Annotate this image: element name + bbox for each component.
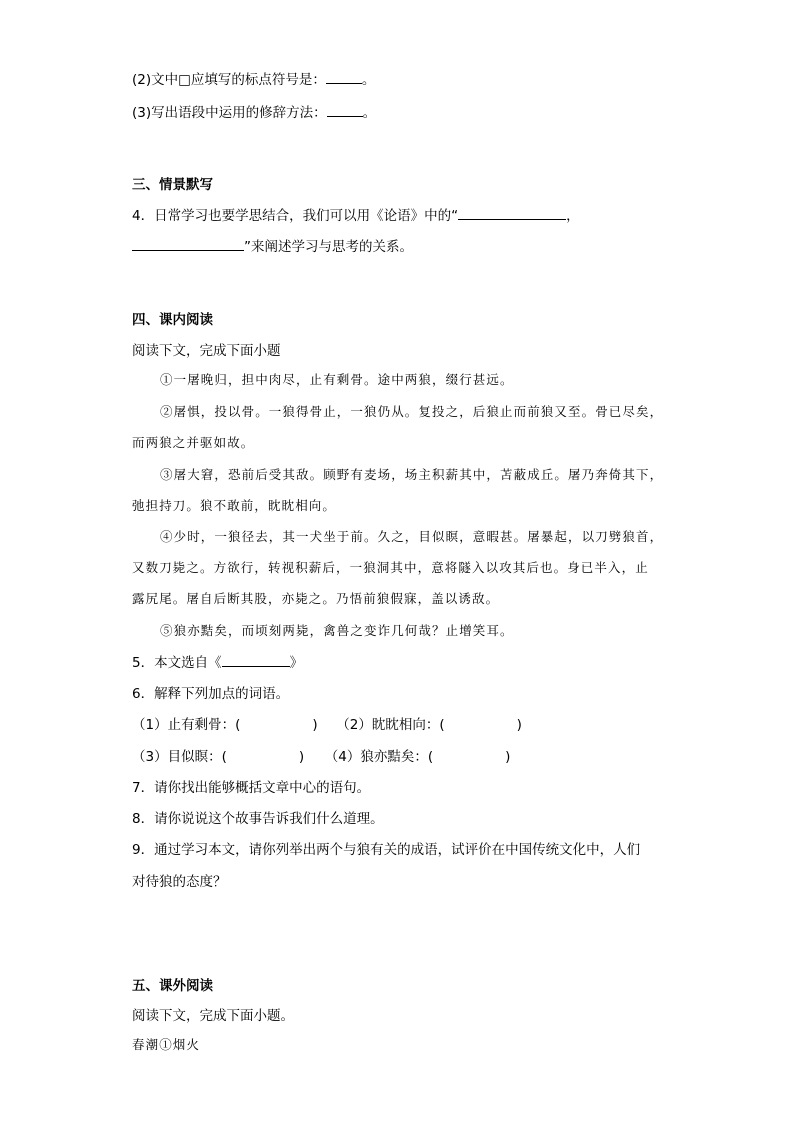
passage-paragraph-5: ⑤狼亦黠矣，而顷刻两毙，禽兽之变诈几何哉？止增笑耳。 (160, 623, 514, 638)
section-4-title: 四、课内阅读 (132, 312, 213, 328)
q6-item-2-end: ) (516, 717, 522, 733)
answer-blank[interactable] (327, 103, 363, 117)
passage-paragraph-3-line-1: ③屠大窘，恐前后受其敌。顾野有麦场，场主积薪其中，苫蔽成丘。屠乃奔倚其下， (160, 467, 664, 482)
q6-item-2: （2）眈眈相向：( (336, 717, 445, 733)
question-2-text: (2)文中□应填写的标点符号是： (132, 72, 326, 88)
passage-paragraph-1: ①一屠晚归，担中肉尽，止有剩骨。途中两狼，缀行甚远。 (160, 372, 514, 387)
question-5-line (132, 651, 303, 671)
passage-title: 春潮①烟火 (132, 1037, 201, 1052)
question-6-line: 6．解释下列加点的词语。 (132, 686, 290, 702)
answer-blank[interactable] (326, 70, 362, 84)
q6-item-4-end: ) (505, 749, 511, 765)
question-4-comma: ， (566, 208, 580, 224)
q6-item-1: （1）止有剩骨：( (132, 717, 241, 733)
answer-blank[interactable] (222, 653, 290, 667)
question-3-end: 。 (362, 105, 377, 121)
question-4-line-1 (132, 204, 580, 224)
question-4-line-2 (132, 235, 413, 255)
question-4-text: 4．日常学习也要学思结合，我们可以用《论语》中的“ (132, 208, 459, 224)
question-2-end: 。 (361, 72, 376, 88)
question-5-end: 》 (289, 655, 304, 671)
answer-blank[interactable] (458, 206, 566, 220)
passage-paragraph-4-line-1: ④少时，一狼径去，其一犬坐于前。久之，目似瞑，意暇甚。屠暴起，以刀劈狼首， (160, 529, 664, 544)
passage-paragraph-2-line-1: ②屠惧，投以骨。一狼得骨止，一狼仍从。复投之，后狼止而前狼又至。骨已尽矣， (160, 404, 664, 419)
question-3-text: (3)写出语段中运用的修辞方法： (132, 105, 327, 121)
question-2-line (132, 68, 375, 88)
question-6-row-2 (132, 745, 510, 765)
question-6-row-1 (132, 713, 522, 733)
passage-paragraph-2-line-2: 而两狼之并驱如故。 (132, 435, 255, 450)
section-3-title: 三、情景默写 (132, 177, 213, 193)
q6-item-1-end: ) (312, 717, 318, 733)
section-4-intro: 阅读下文，完成下面小题 (132, 343, 281, 359)
question-9-line-1: 9．通过学习本文，请你列举出两个与狼有关的成语，试评价在中国传统文化中，人们 (132, 842, 641, 858)
question-5-text: 5．本文选自《 (132, 655, 222, 671)
question-4-text-end: ”来阐述学习与思考的关系。 (244, 239, 413, 255)
q6-item-3-end: ) (298, 749, 305, 765)
passage-paragraph-3-line-2: 弛担持刀。狼不敢前，眈眈相向。 (132, 498, 337, 513)
q6-item-4: （4）狼亦黠矣：( (324, 749, 434, 765)
section-5-title: 五、课外阅读 (132, 978, 213, 994)
question-7-line: 7．请你找出能够概括文章中心的语句。 (132, 780, 371, 796)
passage-paragraph-4-line-3: 露尻尾。屠自后断其股，亦毙之。乃悟前狼假寐，盖以诱敌。 (132, 591, 500, 606)
section-5-intro: 阅读下文，完成下面小题。 (132, 1008, 294, 1024)
answer-blank[interactable] (132, 237, 244, 251)
question-8-line: 8．请你说说这个故事告诉我们什么道理。 (132, 811, 384, 827)
question-3-line (132, 101, 376, 121)
q6-item-3: （3）目似瞑：( (132, 749, 227, 765)
passage-paragraph-4-line-2: 又数刀毙之。方欲行，转视积薪后，一狼洞其中，意将隧入以攻其后也。身已半入，止 (132, 560, 649, 575)
question-9-line-2: 对待狼的态度？ (132, 874, 227, 890)
